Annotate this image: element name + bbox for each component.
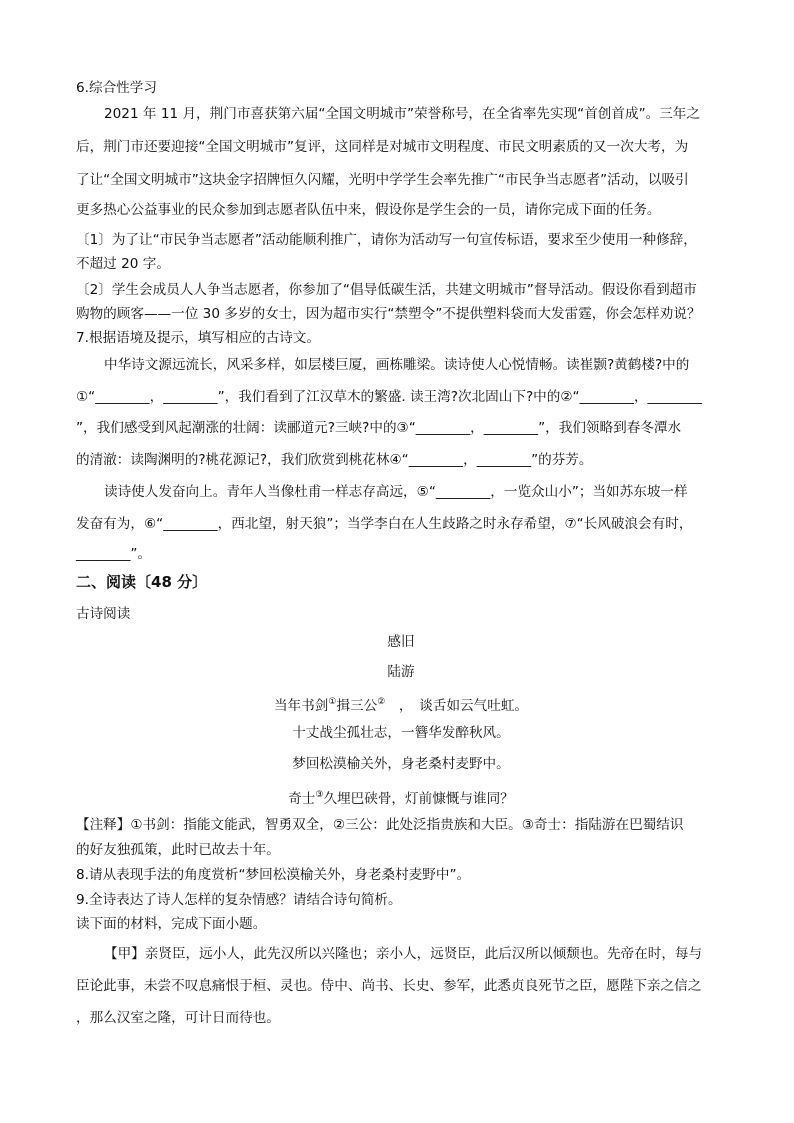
q6-task2-line: 购物的顾客——一位 30 多岁的女士，因为超市实行“禁塑令”不提供塑料袋而大发雷霆，你会怎样劝说？ — [76, 306, 701, 322]
poem-text: 当年书剑 — [273, 698, 329, 714]
footnote-marker: ① — [328, 697, 337, 707]
q6-paragraph-line: 2021 年 11 月，荆门市喜获第六届“全国文明城市”荣誉称号，在全省率先实现“首创首成”。三年之 — [104, 106, 700, 122]
poem-line — [76, 785, 726, 809]
q7-line: 读诗使人发奋向上。青年人当像杜甫一样志存高远，⑤“________，一览众山小”；当如苏东坡一样 — [104, 484, 688, 500]
q7-line: ①“________，________”，我们看到了江汉草木的繁盛. 读王湾?次北固山下?中的②“________，________ — [76, 389, 702, 405]
notes-line: 【注释】①书剑：指能文能武，智勇双全，②三公：此处泛指贵族和大臣。③奇士：指陆游在巴蜀结识 — [76, 817, 684, 833]
poem-text: 久埋巴硖骨，灯前慷慨与谁同？ — [323, 791, 514, 807]
q7-line: 的清澈：读陶渊明的?桃花源记?，我们欣赏到桃花林④“________，________”的芬芳。 — [76, 452, 593, 468]
q6-task1-line: 〔1〕为了让“市民争当志愿者”活动能顺利推广，请你为活动写一句宣传标语，要求至少使用一种修辞， — [76, 232, 697, 248]
passage-jia-line: ，那么汉室之隆，可计日而待也。 — [76, 1010, 280, 1026]
q8-question: 8.请从表现手法的角度赏析“梦回松漠榆关外，身老桑村麦野中”。 — [76, 867, 471, 883]
q6-task2-line: 〔2〕学生会成员人人争当志愿者，你参加了“倡导低碳生活，共建文明城市”督导活动。假设你看到超市 — [76, 282, 697, 298]
poem-text: 揖三公 — [336, 698, 378, 714]
poem-line: 十丈战尘孤壮志，一簪华发醉秋风。 — [292, 725, 510, 741]
q9-question: 9.全诗表达了诗人怎样的复杂情感？请结合诗句简析。 — [76, 892, 402, 908]
q7-line: 中华诗文源远流长，风采多样，如层楼巨厦，画栋雕梁。读诗使人心悦情畅。读崔颢?黄鹤楼?中的 — [104, 357, 690, 373]
q6-title: 6.综合性学习 — [76, 80, 157, 96]
poem-line — [76, 692, 726, 716]
q7-title: 7.根据语境及提示，填写相应的古诗文。 — [76, 330, 321, 346]
q6-paragraph-line: 更多热心公益事业的民众参加到志愿者队伍中来，假设你是学生会的一员，请你完成下面的任务。 — [76, 202, 661, 218]
footnote-marker: ③ — [315, 790, 324, 800]
notes-line: 的好友独孤策，此时已故去十年。 — [76, 842, 280, 858]
q7-line: ________”。 — [76, 546, 152, 562]
poem-text: ， 谈舌如云气吐虹。 — [385, 698, 529, 714]
q6-task1-line: 不超过 20 字。 — [76, 256, 170, 272]
q7-line: ”，我们感受到风起潮涨的壮阔：读郦道元?三峡?中的③“________，________”，我们领略到春冬潭水 — [76, 420, 682, 436]
q7-line: 发奋有为，⑥“________，西北望，射天狼”；当学李白在人生歧路之时永存希望，⑦“长风破浪会有时， — [76, 516, 693, 532]
poem-title: 感旧 — [387, 634, 415, 650]
passage-jia-line: 【甲】亲贤臣，远小人，此先汉所以兴隆也；亲小人，远贤臣，此后汉所以倾颓也。先帝在时，每与 — [104, 946, 703, 962]
poem-line: 梦回松漠榆关外，身老桑村麦野中。 — [292, 756, 510, 772]
passage-jia-line: 臣论此事，未尝不叹息痛恨于桓、灵也。侍中、尚书、长史、参军，此悉贞良死节之臣，愿陛下亲之信之 — [76, 978, 702, 994]
section-heading: 二、阅读〔48 分〕 — [76, 573, 208, 591]
q6-paragraph-line: 了让“全国文明城市”这块金字招牌恒久闪耀，光明中学学生会率先推广“市民争当志愿者”活动，以吸引 — [76, 172, 689, 188]
poem-author: 陆游 — [387, 664, 415, 680]
poem-text: 奇士 — [288, 791, 316, 807]
q6-paragraph-line: 后，荆门市还要迎接“全国文明城市”复评，这同样是对城市文明程度、市民文明素质的又一次大考，为 — [76, 139, 689, 155]
footnote-marker: ② — [377, 697, 386, 707]
section-subtitle: 古诗阅读 — [76, 606, 131, 622]
reading-intro: 读下面的材料，完成下面小题。 — [76, 916, 267, 932]
